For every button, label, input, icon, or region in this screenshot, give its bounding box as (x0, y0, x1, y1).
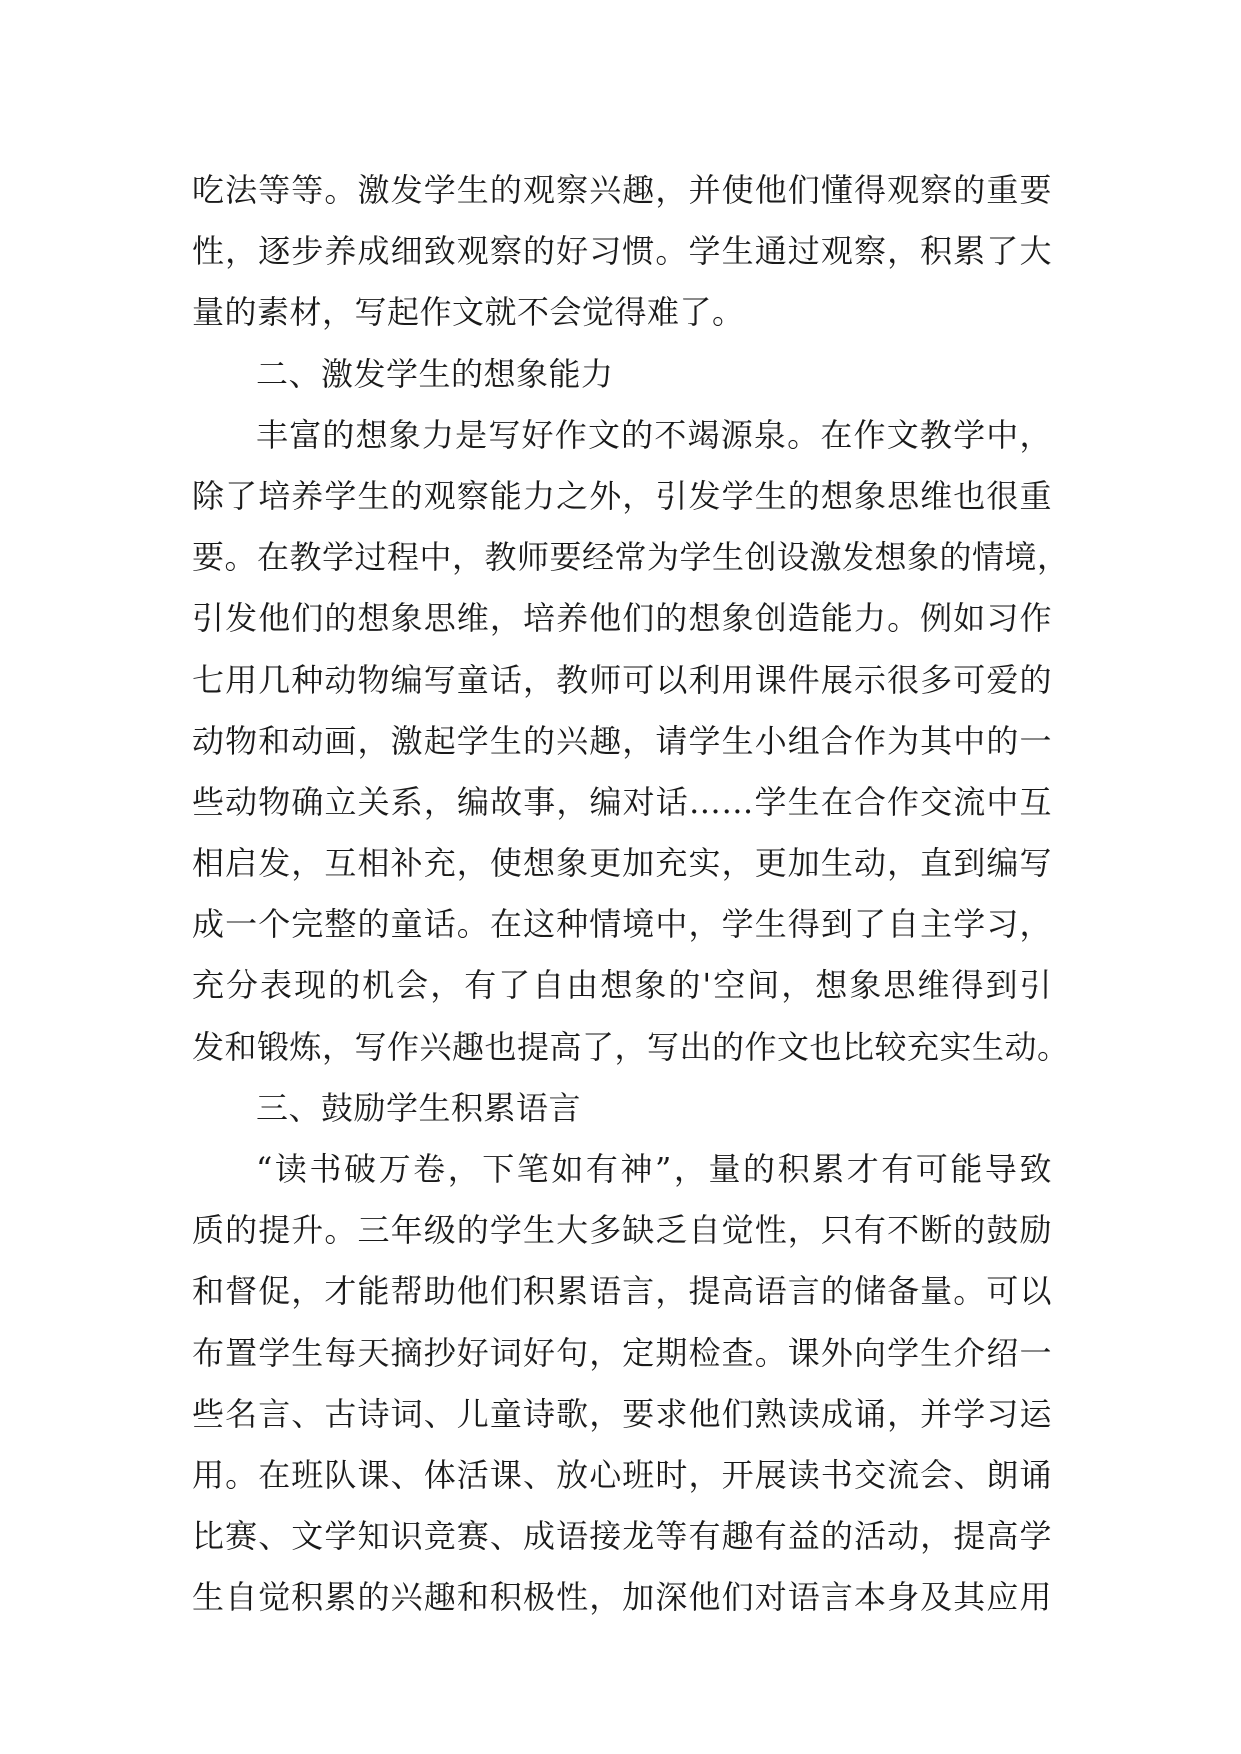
text-line: 相启发，互相补充，使想象更加充实，更加生动，直到编写 (192, 844, 1052, 883)
text-line: 质的提升。三年级的学生大多缺乏自觉性，只有不断的鼓励 (192, 1211, 1052, 1250)
text-line: 成一个完整的童话。在这种情境中，学生得到了自主学习， (192, 905, 1052, 944)
text-line: 性，逐步养成细致观察的好习惯。学生通过观察，积累了大 (192, 232, 1052, 271)
section-heading: 三、鼓励学生积累语言 (256, 1088, 582, 1127)
text-line: 些动物确立关系，编故事，编对话……学生在合作交流中互 (192, 782, 1052, 821)
text-line: “读书破万卷，下笔如有神”，量的积累才有可能导致 (256, 1150, 1052, 1188)
text-line: 用。在班队课、体活课、放心班时，开展读书交流会、朗诵 (192, 1455, 1052, 1494)
text-line: 丰富的想象力是写好作文的不竭源泉。在作文教学中， (256, 415, 1052, 454)
text-line: 七用几种动物编写童话，教师可以利用课件展示很多可爱的 (192, 660, 1052, 699)
text-line: 比赛、文学知识竞赛、成语接龙等有趣有益的活动，提高学 (192, 1517, 1052, 1556)
text-line: 充分表现的机会，有了自由想象的'空间，想象思维得到引 (192, 966, 1052, 1005)
text-line: 些名言、古诗词、儿童诗歌，要求他们熟读成诵，并学习运 (192, 1394, 1052, 1433)
text-line: 动物和动画，激起学生的兴趣，请学生小组合作为其中的一 (192, 721, 1052, 760)
document-body (192, 160, 1070, 1629)
text-line: 布置学生每天摘抄好词好句，定期检查。课外向学生介绍一 (192, 1333, 1052, 1372)
section-heading: 二、激发学生的想象能力 (256, 354, 614, 393)
text-line: 发和锻炼，写作兴趣也提高了，写出的作文也比较充实生动。 (192, 1027, 1070, 1066)
text-line: 要。在教学过程中，教师要经常为学生创设激发想象的情境， (192, 538, 1070, 577)
text-line: 量的素材，写起作文就不会觉得难了。 (192, 293, 745, 332)
text-line: 除了培养学生的观察能力之外，引发学生的想象思维也很重 (192, 476, 1052, 515)
text-line: 和督促，才能帮助他们积累语言，提高语言的储备量。可以 (192, 1272, 1052, 1311)
text-line: 吃法等等。激发学生的观察兴趣，并使他们懂得观察的重要 (192, 171, 1052, 209)
text-line: 引发他们的想象思维，培养他们的想象创造能力。例如习作 (192, 599, 1052, 638)
text-line: 生自觉积累的兴趣和积极性，加深他们对语言本身及其应用 (192, 1578, 1052, 1617)
